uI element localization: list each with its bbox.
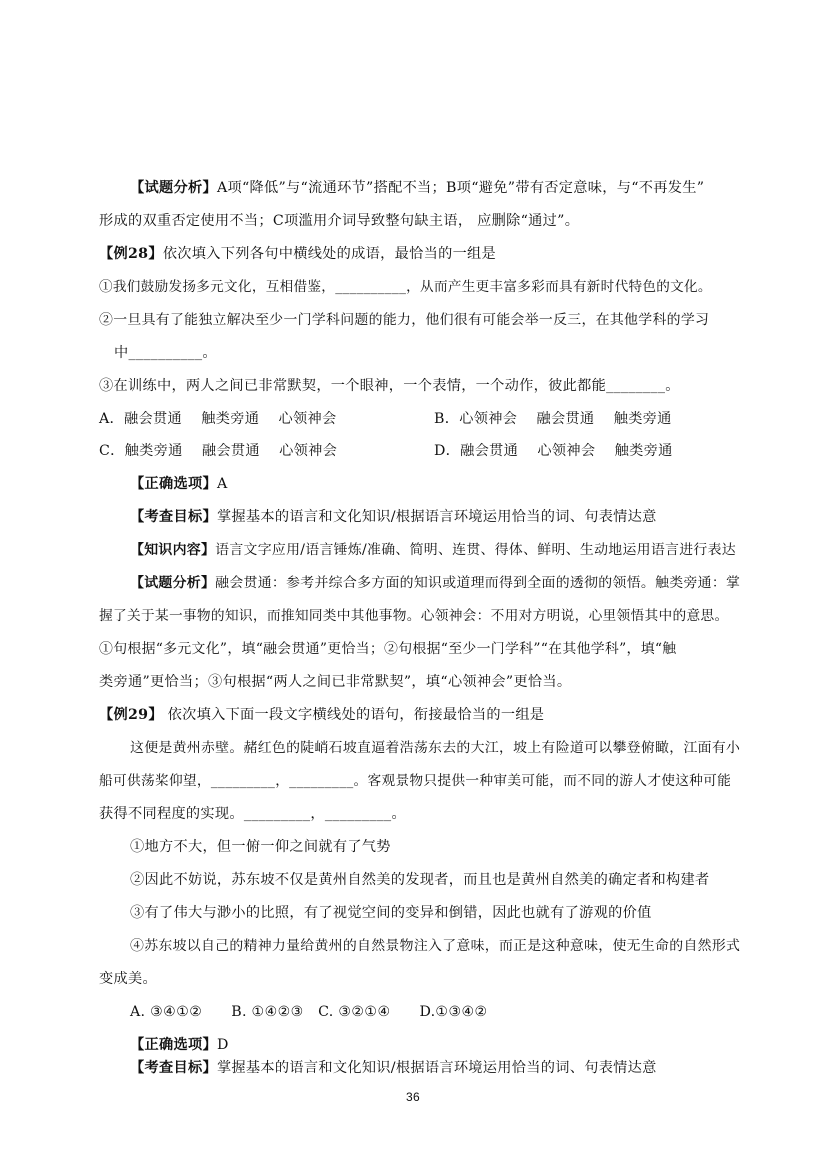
example-label: 【例29】 [99,707,163,723]
example-prompt: 依次填入下面一段文字横线处的语句，衔接最恰当的一组是 [162,707,545,723]
example-prompt: 依次填入下列各句中横线处的成语，最恰当的一组是 [162,246,497,262]
passage-line: 获得不同程度的实现。_________，_________。 [99,806,406,822]
page-number: 36 [406,1090,420,1104]
choice-item-cont: 变成美。 [99,971,157,987]
example-heading [99,244,496,264]
analysis-line [130,178,704,198]
analysis-line [130,573,740,593]
passage-line: 这便是黄州赤壁。赭红色的陡峭石坡直逼着浩荡东去的大江，坡上有险道可以攀登俯瞰，江面有小 [130,740,741,756]
option-d: D．融会贯通 心领神会 触类旁通 [434,443,673,459]
options-line: A. ③④①② B. ①④②③ C. ③②①④ D.①③④② [130,1004,488,1020]
goal-text: 掌握基本的语言和文化知识/根据语言环境运用恰当的词、句表情达意 [216,509,657,525]
sentence-item: ③在训练中，两人之间已非常默契，一个眼神，一个表情，一个动作，彼此都能________。 [99,378,680,394]
sentence-item: ①我们鼓励发扬多元文化，互相借鉴，__________，从而产生更丰富多彩而具有新时代特色的文化。 [99,279,712,295]
choice-item: ③有了伟大与渺小的比照，有了视觉空间的变异和倒错，因此也就有了游观的价值 [130,905,652,921]
goal-text: 掌握基本的语言和文化知识/根据语言环境运用恰当的词、句表情达意 [216,1060,657,1076]
analysis-line: 类旁通”更恰当；③句根据“两人之间已非常默契”，填“心领神会”更恰当。 [99,674,572,690]
goal-label: 【考查目标】 [130,509,217,525]
choice-item: ②因此不妨说，苏东坡不仅是黄州自然美的发现者，而且也是黄州自然美的确定者和构建者 [130,872,710,888]
analysis-text: A项“降低”与“流通环节”搭配不当；B项“避免”带有否定意味，与“不再发生” [216,180,705,196]
choice-item: ①地方不大，但一俯一仰之间就有了气势 [130,839,391,855]
analysis-line: 握了关于某一事物的知识，而推知同类中其他事物。心领神会：不用对方明说，心里领悟其中的意思。 [99,608,729,624]
option-a: A．融会贯通 触类旁通 心领神会 [99,411,337,427]
knowledge-text: 语言文字应用/语言锤炼/准确、简明、连贯、得体、鲜明、生动地运用语言进行表达 [215,542,736,558]
choice-item: ④苏东坡以自己的精神力量给黄州的自然景物注入了意味，而正是这种意味，使无生命的自然形式 [130,938,741,954]
section-label: 【试题分析】 [130,180,217,196]
answer-value: D [216,1037,229,1053]
goal-label: 【考查目标】 [130,1060,217,1076]
analysis-line: ①句根据“多元文化”，填“融会贯通”更恰当；②句根据“至少一门学科”“在其他学科”，填“触 [99,641,677,657]
sentence-item: ②一旦具有了能独立解决至少一门学科问题的能力，他们很有可能会举一反三，在其他学科的学习 [99,312,710,328]
option-c: C．触类旁通 融会贯通 心领神会 [99,443,338,459]
analysis-line: 形成的双重否定使用不当；C项滥用介词导致整句缺主语， 应删除“通过”。 [99,213,580,229]
answer-line [130,474,227,494]
option-b: B．心领神会 融会贯通 触类旁通 [434,411,672,427]
sentence-item-cont: 中__________。 [114,345,217,361]
goal-line [130,507,657,527]
goal-line [130,1058,657,1078]
knowledge-line [130,540,736,560]
example-label: 【例28】 [99,246,163,262]
analysis-text: 融会贯通：参考并综合多方面的知识或道理而得到全面的透彻的领悟。触类旁通：掌 [215,575,741,591]
passage-line: 船可供荡桨仰望，_________，_________。客观景物只提供一种审美可能，而不同的游人才使这种可能 [99,773,732,789]
analysis-label: 【试题分析】 [130,575,216,591]
answer-label: 【正确选项】 [130,1037,217,1053]
answer-label: 【正确选项】 [130,476,217,492]
answer-line [130,1035,229,1055]
example-heading [99,705,544,725]
knowledge-label: 【知识内容】 [130,542,216,558]
answer-value: A [216,476,228,492]
